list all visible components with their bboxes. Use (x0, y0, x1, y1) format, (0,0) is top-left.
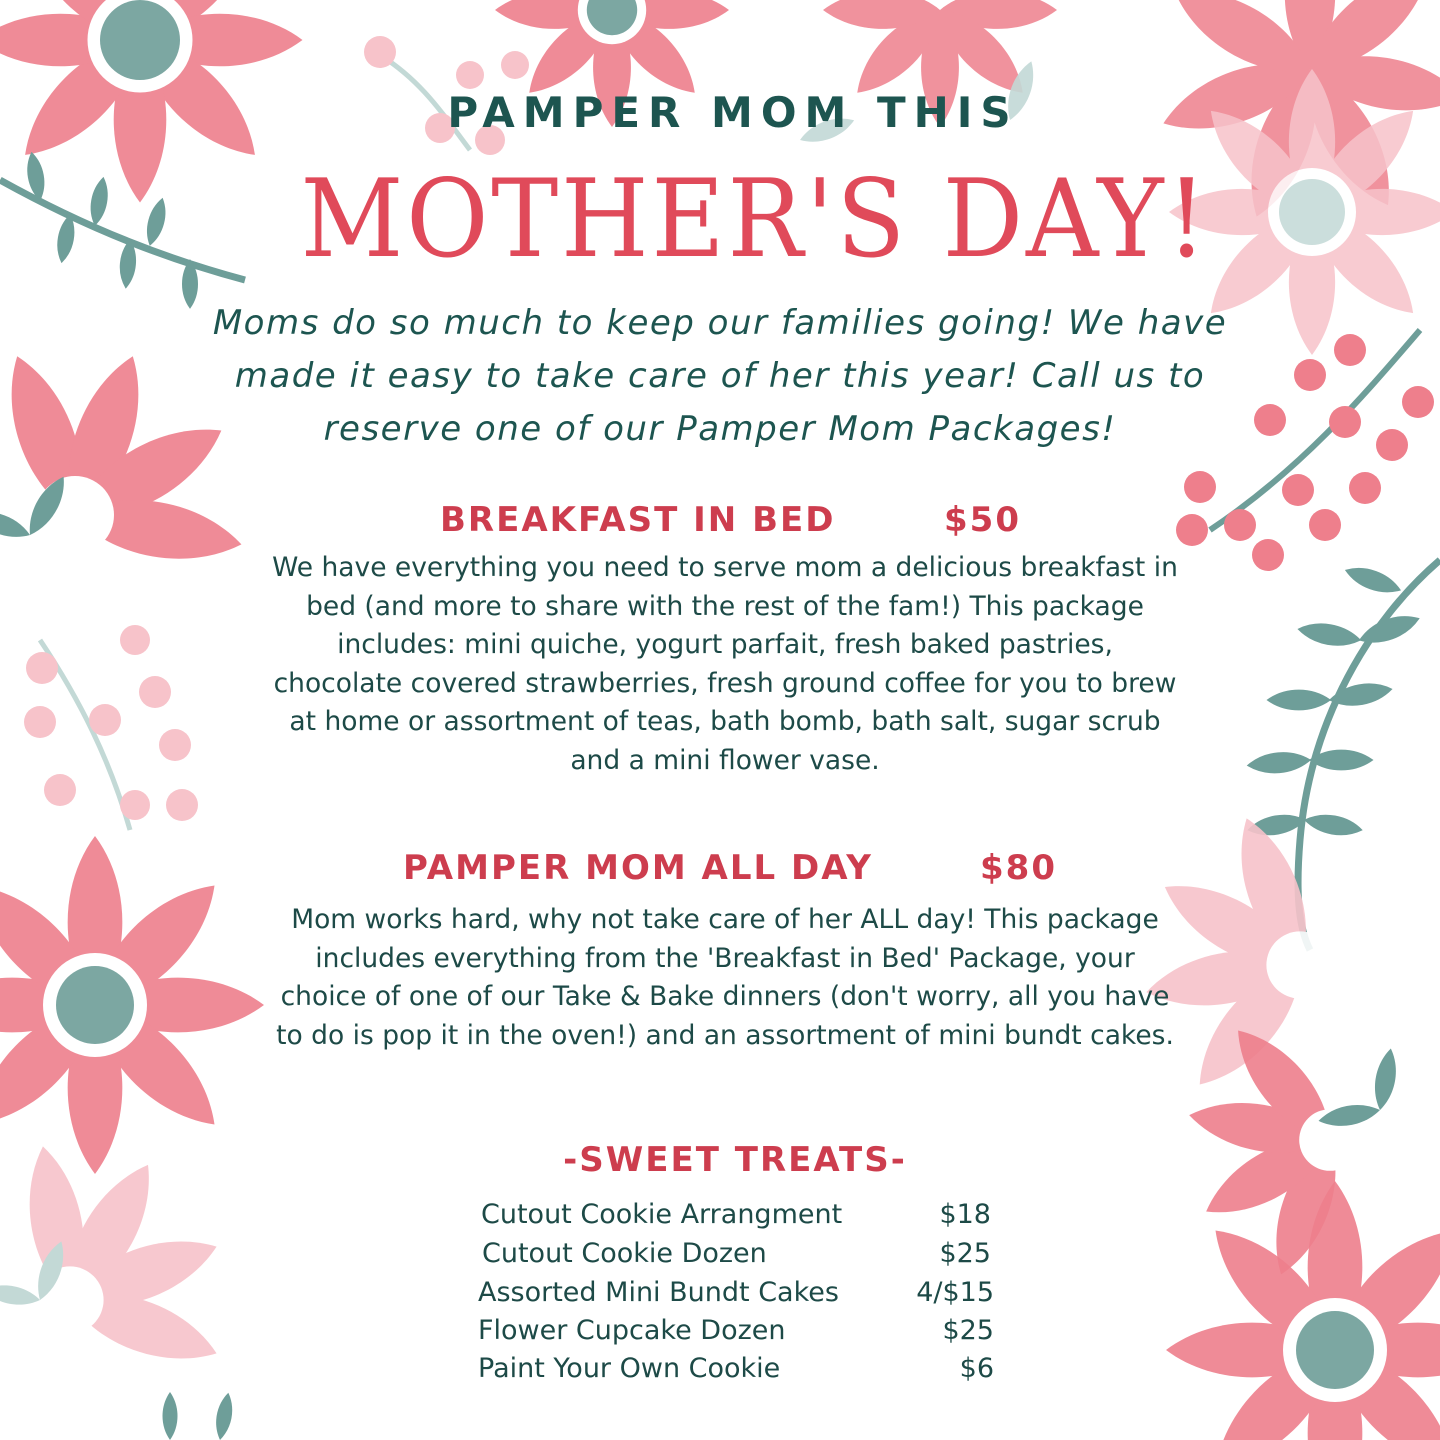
package-header (0, 500, 1440, 550)
treat-price: $6 (959, 1353, 994, 1384)
treat-price: $25 (939, 1238, 991, 1269)
package-description: Mom works hard, why not take care of her ALL day! This package includes everything from the 'Breakfast in Bed' Package, your choice of one of our Take & Bake dinners (don't worry, all you have to do is pop it in the oven!) and an assortment of mini bundt cakes. (276, 904, 1174, 1051)
package-description: We have everything you need to serve mom a delicious breakfast in bed (and more to share with the rest of the fam!) This package includes: mini quiche, yogurt parfait, fresh baked pastries, chocolate covered strawberries, fresh ground coffee for you to brew at home or assortment of teas, bath bomb, bath salt, sugar scrub and a mini flower vase. (272, 552, 1178, 776)
package-price: $80 (980, 848, 1057, 888)
treat-name: Assorted Mini Bundt Cakes (478, 1277, 839, 1308)
treat-name: Flower Cupcake Dozen (478, 1315, 786, 1346)
sweet-treats-title: -SWEET TREATS- (563, 1140, 907, 1180)
treat-price: $18 (939, 1199, 991, 1230)
page-title: MOTHER'S DAY! (300, 157, 1210, 282)
header-kicker: PAMPER MOM THIS (447, 88, 1019, 137)
treat-name: Cutout Cookie Arrangment (481, 1199, 843, 1230)
treat-price: 4/$15 (916, 1277, 994, 1308)
package-price: $50 (944, 500, 1021, 540)
treat-name: Paint Your Own Cookie (478, 1353, 781, 1384)
package-name: PAMPER MOM ALL DAY (403, 848, 873, 888)
intro-text: Moms do so much to keep our families going! We have made it easy to take care of her this year! Call us to reserve one of our Pamper Mom Packages! (212, 303, 1228, 449)
package-header (0, 848, 1440, 898)
treat-price: $25 (942, 1315, 994, 1346)
treat-name: Cutout Cookie Dozen (482, 1238, 767, 1269)
package-name: BREAKFAST IN BED (440, 500, 836, 540)
